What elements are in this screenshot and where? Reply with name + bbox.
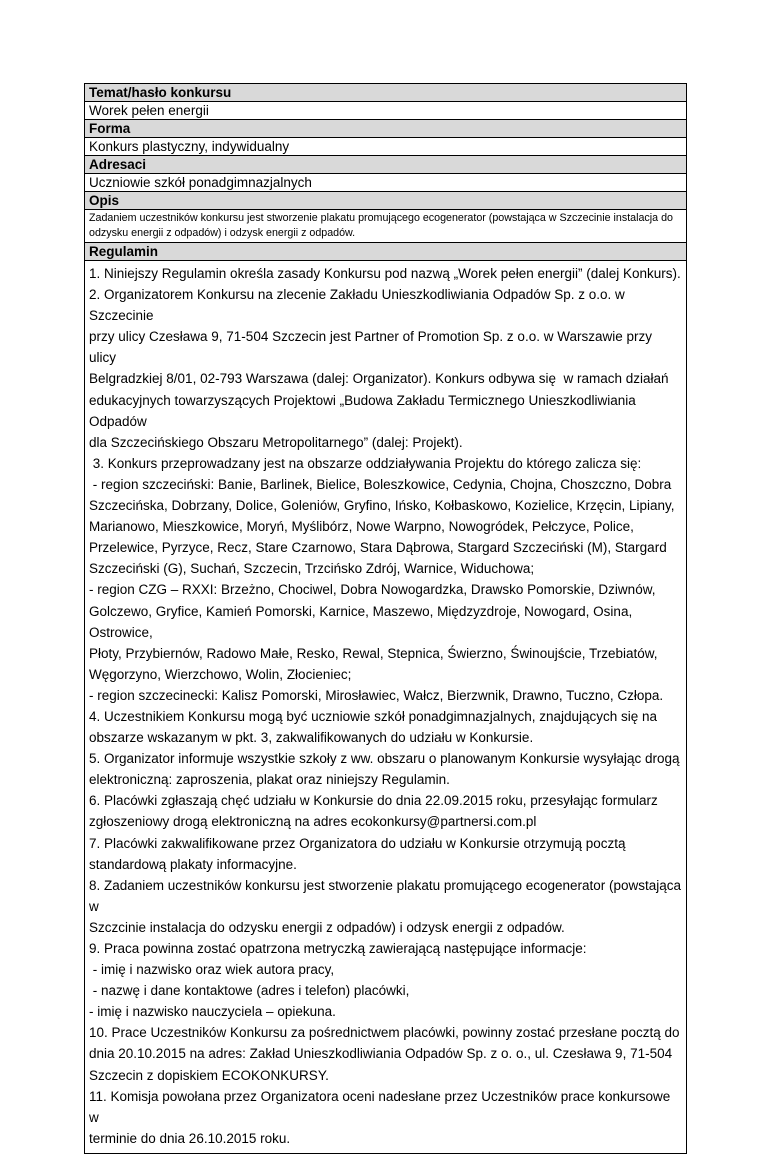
regulation-line: 1. Niniejszy Regulamin określa zasady Konkursu pod nazwą „Worek pełen energii” (dalej Konkurs).: [89, 266, 681, 281]
regulation-line: - imię i nazwisko oraz wiek autora pracy,: [89, 962, 335, 978]
topic-value: Worek pełen energii: [85, 102, 687, 120]
regulation-line: standardową plakaty informacyjne.: [89, 856, 297, 872]
regulations-label: Regulamin: [85, 243, 687, 261]
regulations-body: [85, 261, 687, 1154]
contest-info-table: [84, 83, 687, 1154]
regulation-line: Płoty, Przybiernów, Radowo Małe, Resko, Rewal, Stepnica, Świerzno, Świnoujście, Trzebiatów,: [89, 645, 658, 661]
regulation-line: edukacyjnych towarzyszących Projektowi „Budowa Zakładu Termicznego Unieszkodliwiania Odpadów: [89, 392, 640, 429]
recipients-value: Uczniowie szkół ponadgimnazjalnych: [85, 174, 687, 192]
regulation-line: Golczewo, Gryfice, Kamień Pomorski, Karnice, Maszewo, Międzyzdroje, Nowogard, Osina, Ostrowice,: [89, 603, 636, 640]
regulation-line: - region szczeciński: Banie, Barlinek, Bielice, Boleszkowice, Cedynia, Chojna, Choszczno, Dobra: [89, 476, 672, 492]
regulation-line: - region CZG – RXXI: Brzeżno, Chociwel, Dobra Nowogardzka, Drawsko Pomorskie, Dziwnów,: [89, 582, 656, 598]
regulation-line: 7. Placówki zakwalifikowane przez Organizatora do udziału w Konkursie otrzymują pocztą: [89, 835, 626, 851]
regulation-line: 2. Organizatorem Konkursu na zlecenie Zakładu Unieszkodliwiania Odpadów Sp. z o.o. w Szczecinie: [89, 287, 629, 324]
regulation-line: zgłoszeniowy drogą elektroniczną na adres ecokonkursy@partnersi.com.pl: [89, 814, 537, 830]
regulation-line: dla Szczecińskiego Obszaru Metropolitarnego” (dalej: Projekt).: [89, 434, 463, 450]
regulation-line: elektroniczną: zaproszenia, plakat oraz niniejszy Regulamin.: [89, 772, 450, 788]
regulation-line: Belgradzkiej 8/01, 02-793 Warszawa (dalej: Organizator). Konkurs odbywa się w ramach działań: [89, 371, 669, 387]
regulation-line: obszarze wskazanym w pkt. 3, zakwalifikowanych do udziału w Konkursie.: [89, 730, 534, 746]
regulation-line: Marianowo, Mieszkowice, Moryń, Myślibórz, Nowe Warpno, Nowogródek, Pełczyce, Police,: [89, 519, 634, 535]
regulation-line: - nazwę i dane kontaktowe (adres i telefon) placówki,: [89, 983, 410, 999]
regulation-line: Szczecińska, Dobrzany, Dolice, Goleniów, Gryfino, Ińsko, Kołbaskowo, Kozielice, Krzęcin, Lipiany,: [89, 498, 675, 514]
regulation-line: 9. Praca powinna zostać opatrzona metryczką zawierającą następujące informacje:: [89, 941, 587, 956]
form-value: Konkurs plastyczny, indywidualny: [85, 138, 687, 156]
regulation-line: Szczeciński (G), Suchań, Szczecin, Trzcińsko Zdrój, Warnice, Widuchowa;: [89, 561, 535, 577]
regulation-line: Szczcinie instalacja do odzysku energii z odpadów) i odzysk energii z odpadów.: [89, 919, 565, 935]
regulation-line: 11. Komisja powołana przez Organizatora oceni nadesłane przez Uczestników prace konkursowe w: [89, 1088, 675, 1125]
regulation-line: Węgorzyno, Wierzchowo, Wolin, Złocieniec;: [89, 666, 352, 682]
regulation-line: 8. Zadaniem uczestników konkursu jest stworzenie plakatu promującego ecogenerator (powstająca w: [89, 877, 685, 914]
regulation-line: Szczecin z dopiskiem ECOKONKURSY.: [89, 1067, 329, 1083]
regulation-line: dnia 20.10.2015 na adres: Zakład Unieszkodliwiania Odpadów Sp. z o. o., ul. Czesława 9, 71-504: [89, 1046, 673, 1062]
form-label: Forma: [85, 120, 687, 138]
regulation-line: 6. Placówki zgłaszają chęć udziału w Konkursie do dnia 22.09.2015 roku, przesyłając formularz: [89, 793, 658, 809]
regulation-line: 5. Organizator informuje wszystkie szkoły z ww. obszaru o planowanym Konkursie wysyłając drogą: [89, 751, 680, 767]
description-label: Opis: [85, 192, 687, 210]
regulation-line: terminie do dnia 26.10.2015 roku.: [89, 1130, 291, 1146]
regulation-line: 10. Prace Uczestników Konkursu za pośrednictwem placówki, powinny zostać przesłane pocztą do: [89, 1025, 680, 1041]
regulation-line: 3. Konkurs przeprowadzany jest na obszarze oddziaływania Projektu do którego zalicza się:: [89, 455, 642, 471]
regulation-line: przy ulicy Czesława 9, 71-504 Szczecin jest Partner of Promotion Sp. z o.o. w Warszawie przy ulicy: [89, 329, 656, 366]
regulation-line: - region szczecinecki: Kalisz Pomorski, Mirosławiec, Wałcz, Bierzwnik, Drawno, Tuczno, Człopa.: [89, 687, 664, 703]
regulation-line: Przelewice, Pyrzyce, Recz, Stare Czarnowo, Stara Dąbrowa, Stargard Szczeciński (M), Stargard: [89, 540, 667, 556]
topic-label: Temat/hasło konkursu: [85, 84, 687, 102]
regulation-line: 4. Uczestnikiem Konkursu mogą być uczniowie szkół ponadgimnazjalnych, znajdujących się na: [89, 708, 658, 724]
recipients-label: Adresaci: [85, 156, 687, 174]
description-value: Zadaniem uczestników konkursu jest stworzenie plakatu promującego ecogenerator (powstająca w Szczecinie instalacja do odzysku energii z odpadów) i odzysk energii z odpadów.: [85, 210, 687, 243]
regulation-line: - imię i nazwisko nauczyciela – opiekuna.: [89, 1004, 336, 1020]
